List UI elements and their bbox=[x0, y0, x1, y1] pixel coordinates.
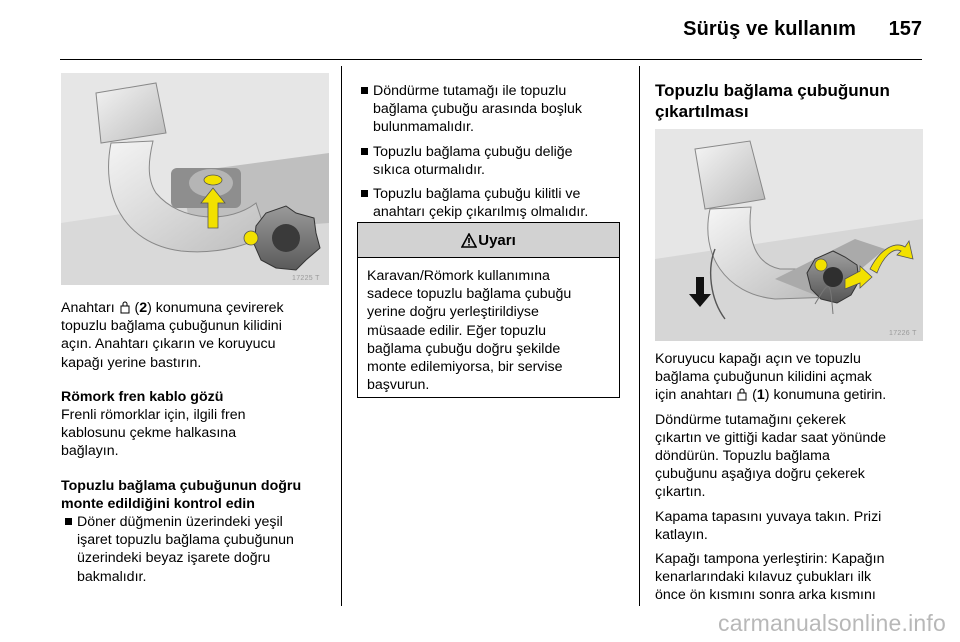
check-bullet: Döner düğmenin üzerindeki yeşil işaret topuzlu bağlama çubuğunun üzerindeki beyaz işarete doğru bakmalıdır. bbox=[61, 513, 329, 586]
right-column-heading-wrap bbox=[655, 80, 923, 122]
middle-bullet-1: Döndürme tutamağı ile topuzlu bağlama çubuğu arasında boşluk bulunmamalıdır. bbox=[357, 82, 629, 137]
photo-code-right: 17226 T bbox=[889, 330, 917, 337]
removal-step-1: Koruyucu kapağı açın ve topuzlu bağlama çubuğunun kilidini açmak için anahtarı (1) konumuna getirin. bbox=[655, 351, 887, 404]
column-divider-right bbox=[639, 66, 640, 606]
page-number: 157 bbox=[888, 18, 922, 40]
page-header-title: Sürüş ve kullanım bbox=[683, 18, 856, 40]
warning-title: Uyarı bbox=[478, 231, 516, 249]
towbar-lock-photo bbox=[61, 73, 329, 285]
right-column bbox=[655, 350, 923, 605]
warning-box bbox=[357, 222, 620, 398]
left-column bbox=[61, 299, 329, 586]
unlocked-key-icon bbox=[120, 301, 130, 314]
unlock-instruction: Anahtarı (2) konumuna çevirerek topuzlu bağlama çubuğunun kilidini açın. Anahtarı çıkarın ve koruyucu kapağı yerine bastırın. bbox=[61, 300, 284, 371]
removal-step-3: Kapama tapasını yuvaya takın. Prizi katlayın. bbox=[655, 508, 882, 543]
towbar-removal-photo bbox=[655, 129, 923, 341]
brake-cable-text: Frenli römorklar için, ilgili fren kablosunu çekme halkasına bağlayın. bbox=[61, 407, 246, 460]
header-rule bbox=[60, 59, 922, 60]
removal-step-4: Kapağı tampona yerleştirin: Kapağın kenarlarındaki kılavuz çubukları ilk önce ön kısmını sonra arka kısmını bbox=[655, 551, 885, 604]
watermark: carmanualsonline.info bbox=[718, 610, 946, 636]
middle-column bbox=[357, 82, 629, 221]
middle-bullet-3: Topuzlu bağlama çubuğu kilitli ve anahtarı çekip çıkarılmış olmalıdır. bbox=[357, 185, 629, 221]
check-mount-heading: Topuzlu bağlama çubuğunun doğru monte edildiğini kontrol edin bbox=[61, 477, 302, 512]
warning-header bbox=[358, 223, 619, 258]
removal-heading: Topuzlu bağlama çubuğunun çıkartılması bbox=[655, 81, 890, 121]
unlocked-key-icon bbox=[737, 388, 747, 401]
photo-code-left: 17225 T bbox=[292, 275, 320, 282]
removal-step-2: Döndürme tutamağını çekerek çıkartın ve gittiği kadar saat yönünde döndürün. Topuzlu bağlama çubuğunu aşağıya doğru çekerek çıkartın. bbox=[655, 411, 887, 501]
brake-cable-heading: Römork fren kablo gözü bbox=[61, 388, 224, 405]
middle-bullet-2: Topuzlu bağlama çubuğu deliğe sıkıca oturmalıdır. bbox=[357, 143, 629, 179]
column-divider-left bbox=[341, 66, 342, 606]
warning-text: Karavan/Römork kullanımına sadece topuzlu bağlama çubuğu yerine doğru yerleştirildiyse müsaade edilir. Eğer topuzlu bağlama çubuğu doğru şekilde monte edilemiyorsa, bir servise başvurun. bbox=[367, 268, 572, 394]
warning-triangle-icon bbox=[461, 233, 477, 248]
